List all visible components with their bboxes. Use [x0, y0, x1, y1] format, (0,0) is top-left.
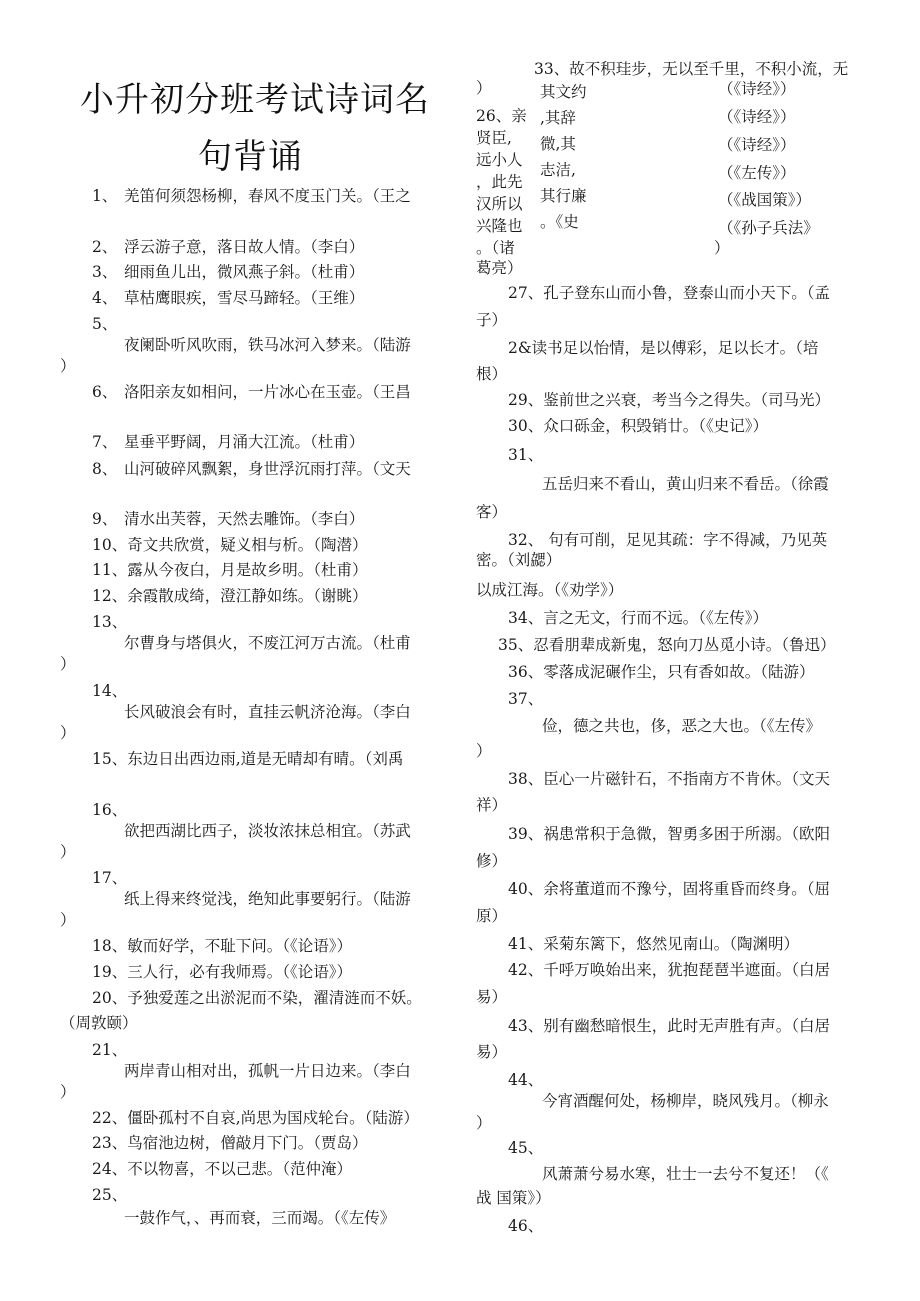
fragment-26: 贤臣,	[476, 129, 512, 147]
fragment-middle: 其行廉	[540, 187, 587, 205]
poem-line-tail: ）	[60, 911, 76, 929]
poem-line: 清水出芙蓉，天然去雕饰。（李白）	[124, 510, 365, 528]
poem-line: 纸上得来终觉浅，绝知此事要躬行。（陆游	[124, 890, 411, 908]
poem-line-tail: （周敦颐）	[60, 1014, 138, 1032]
poem-line: 浮云游子意，落日故人情。（李白）	[124, 238, 365, 256]
poem-line-tail: ）	[60, 357, 76, 375]
poem-line: 34、言之无文，行而不远。（《左传》）	[508, 609, 768, 627]
source-citation: （《诗经》）	[718, 136, 796, 154]
source-citation: （《孙子兵法》	[718, 219, 819, 237]
fragment-26: 26、亲	[476, 107, 527, 125]
source-citation: （《战国策》）	[718, 191, 812, 209]
fragment-middle: 微,其	[540, 135, 576, 153]
item-number: 2、	[92, 238, 118, 256]
item-number: 17、	[92, 869, 128, 887]
poem-line: 41、采菊东篱下，悠然见南山。（陶渊明）	[508, 935, 799, 953]
poem-line-tail: ）	[60, 724, 76, 742]
poem-line: 23、鸟宿池边树，僧敲月下门。（贾岛）	[92, 1134, 368, 1152]
poem-line: 39、祸患常积于急微，智勇多困于所溺。（欧阳	[508, 825, 830, 843]
poem-line: 40、余将董道而不豫兮，固将重昏而终身。（屈	[508, 880, 830, 898]
poem-line: 43、别有幽愁暗恨生，此时无声胜有声。（白居	[508, 1017, 830, 1035]
item-number: 44、	[508, 1071, 544, 1089]
source-citation: （《诗经》）	[718, 80, 796, 98]
poem-line-tail: 战 国策》）	[476, 1189, 551, 1207]
poem-line: 俭，德之共也，侈，恶之大也。（《左传》	[542, 717, 822, 735]
poem-line: 38、臣心一片磁针石，不指南方不肯休。（文天	[508, 770, 830, 788]
page-title-line2: 句背诵	[198, 137, 303, 177]
poem-line: 18、敏而好学，不耻下问。（《论语》）	[92, 937, 352, 955]
poem-line: 两岸青山相对出，孤帆一片日边来。（李白	[124, 1062, 411, 1080]
item-number: 7、	[92, 433, 118, 451]
poem-line-tail: 易）	[476, 988, 508, 1006]
poem-line: 山河破碎风飘絮，身世浮沉雨打萍。（文天	[124, 460, 411, 478]
poem-line: 30、众口砾金，积毁销廿。（《史记》）	[508, 417, 768, 435]
fragment-26: 。（诸	[476, 239, 515, 257]
poem-line-tail: 祥）	[476, 796, 508, 814]
poem-line: 欲把西湖比西子，淡妆浓抹总相宜。（苏武	[124, 822, 411, 840]
poem-line: 12、余霞散成绮，澄江静如练。（谢眺）	[92, 587, 368, 605]
fragment-26: ，此先	[476, 173, 523, 191]
poem-line: 29、鉴前世之兴衰，考当今之得失。（司马光）	[508, 391, 830, 409]
poem-line: 今宵酒醒何处，杨柳岸，晓风残月。（柳永	[542, 1092, 829, 1110]
poem-line: 27、孔子登东山而小鲁，登泰山而小天下。（孟	[508, 284, 830, 302]
item-number: 5、	[92, 315, 118, 333]
item-number: 45、	[508, 1139, 544, 1157]
poem-line-tail: ）	[476, 1114, 492, 1132]
item-number: 16、	[92, 801, 128, 819]
fragment-middle: ,其辞	[540, 109, 576, 127]
poem-line-tail: ）	[476, 742, 492, 760]
poem-line: 24、不以物喜，不以己悲。（范仲淹）	[92, 1160, 352, 1178]
poem-line: 草枯鹰眼疾，雪尽马蹄轻。（王维）	[124, 289, 365, 307]
poem-line: 35、忍看朋辈成新鬼，怒向刀丛觅小诗。（鲁迅）	[498, 636, 836, 654]
poem-line: 42、千呼万唤始出来，犹抱琵琶半遮面。（白居	[508, 961, 830, 979]
poem-line-tail: 修）	[476, 852, 508, 870]
item-number: 21、	[92, 1041, 128, 1059]
item-number: 4、	[92, 289, 118, 307]
poem-line: 33、故不积珪步，无以至千里，不积小流，无	[534, 60, 849, 78]
item-number: 46、	[508, 1217, 544, 1235]
source-citation-tail: ）	[714, 239, 730, 257]
poem-line-tail: 密。（刘勰）	[476, 551, 562, 569]
poem-line: 20、予独爱莲之出淤泥而不染，濯清涟而不妖。	[92, 989, 422, 1007]
poem-line-tail: 根）	[476, 365, 508, 383]
fragment-middle: 其文约	[540, 83, 587, 101]
poem-line: 五岳归来不看山，黄山归来不看岳。（徐霞	[542, 475, 829, 493]
poem-line: 星垂平野阔，月涌大江流。（杜甫）	[124, 433, 365, 451]
poem-line: 36、零落成泥碾作尘，只有香如故。（陆游）	[508, 663, 815, 681]
poem-line-tail: 客）	[476, 503, 508, 521]
poem-line-tail: ）	[60, 655, 76, 673]
fragment-26: 兴隆也	[476, 217, 523, 235]
item-number: 14、	[92, 682, 128, 700]
poem-line-tail: 易）	[476, 1043, 508, 1061]
poem-line: 32、 句有可削，足见其疏：字不得减，乃见英	[508, 531, 828, 549]
poem-line: 夜阑卧听风吹雨，铁马冰河入梦来。（陆游	[124, 336, 411, 354]
poem-line: 长风破浪会有时，直挂云帆济沧海。（李白	[124, 703, 411, 721]
poem-line: 一鼓作气，、再而衰，三而竭。（《左传》	[124, 1209, 396, 1227]
item-number: 1、	[92, 187, 118, 205]
poem-line-tail: ）	[60, 843, 76, 861]
item-number: 3、	[92, 263, 118, 281]
poem-line: 15、东边日出西边雨,道是无晴却有晴。（刘禹	[92, 750, 404, 768]
poem-line: 19、三人行，必有我师焉。（《论语》）	[92, 963, 352, 981]
poem-line: 22、僵卧孤村不自哀,尚思为国戍轮台。（陆游）	[92, 1109, 419, 1127]
poem-line: 11、露从今夜白，月是故乡明。（杜甫）	[92, 561, 368, 579]
poem-line-tail: ）	[476, 79, 492, 97]
poem-line: 以成江海。（《劝学》）	[476, 581, 624, 599]
poem-line: 2&读书足以怡情，是以傅彩，足以长才。（培	[508, 339, 819, 357]
poem-line: 羌笛何须怨杨柳，春风不度玉门关。（王之	[124, 187, 411, 205]
item-number: 8、	[92, 460, 118, 478]
item-number: 25、	[92, 1186, 128, 1204]
fragment-26: 葛亮）	[476, 259, 523, 277]
poem-line-tail: ）	[60, 1083, 76, 1101]
poem-line: 风萧萧兮易水寒，壮士一去兮不复还！（《	[542, 1165, 829, 1183]
fragment-middle: 志洁,	[540, 161, 576, 179]
item-number: 13、	[92, 613, 128, 631]
poem-line-tail: 原）	[476, 907, 508, 925]
page-title-line1: 小升初分班考试诗词名	[80, 80, 430, 120]
fragment-26: 汉所以	[476, 195, 523, 213]
poem-line: 细雨鱼儿出，微风燕子斜。（杜甫）	[124, 263, 365, 281]
poem-line: 洛阳亲友如相问，一片冰心在玉壶。（王昌	[124, 383, 411, 401]
fragment-26: 远小人	[476, 151, 523, 169]
item-number: 9、	[92, 510, 118, 528]
poem-line: 10、奇文共欣赏，疑义相与析。（陶潜）	[92, 536, 368, 554]
item-number: 6、	[92, 383, 118, 401]
fragment-middle: 。《史	[540, 213, 579, 231]
poem-line-tail: 子）	[476, 311, 508, 329]
source-citation: （《左传》）	[718, 164, 796, 182]
source-citation: （《诗经》）	[718, 108, 796, 126]
poem-line: 尔曹身与塔俱火，不废江河万古流。（杜甫	[124, 634, 411, 652]
item-number: 37、	[508, 690, 544, 708]
item-number: 31、	[508, 446, 544, 464]
